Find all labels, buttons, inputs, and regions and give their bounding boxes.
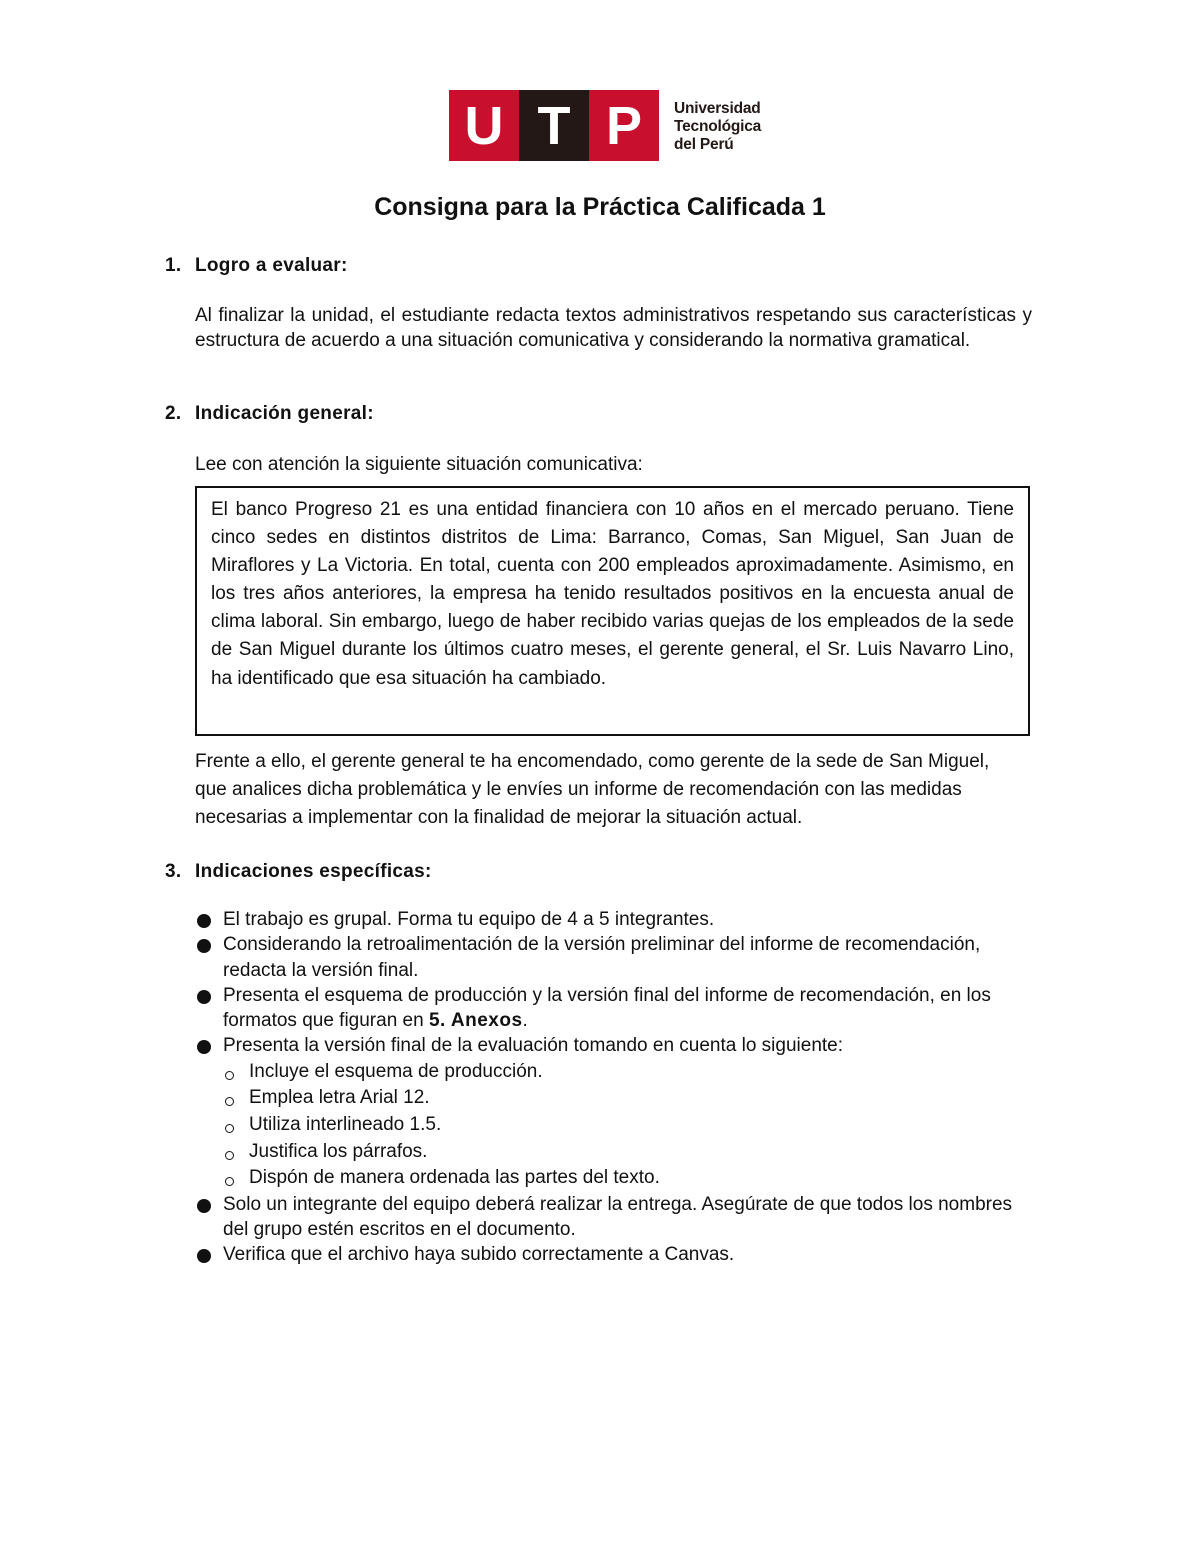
section-3-heading [165, 861, 432, 883]
logo-letter-p: P [589, 90, 659, 161]
bullet-icon [197, 1199, 211, 1213]
section-number: 3. [165, 861, 182, 882]
section-number: 1. [165, 255, 182, 276]
bullet-icon [197, 990, 211, 1004]
sublist-item-text: Emplea letra Arial 12. [249, 1087, 430, 1109]
list-item [195, 1242, 1035, 1267]
list-item-text: Presenta la versión final de la evaluación tomando en cuenta lo siguiente: [223, 1035, 844, 1057]
circle-bullet-icon [225, 1151, 234, 1160]
logo-name-line: Tecnológica [674, 118, 762, 135]
list-item [195, 932, 1035, 983]
list-item [195, 1192, 1035, 1243]
section-heading-text: Indicación general: [195, 403, 374, 424]
list-item-text: Presenta el esquema de producción y la versión final del informe de recomendación, en los formatos que figuran en [223, 984, 991, 1032]
bullet-icon [197, 914, 211, 928]
document-title: Consigna para la Práctica Calificada 1 [374, 193, 826, 221]
sublist-item [223, 1085, 1035, 1112]
logo-letter-t: T [519, 90, 589, 161]
section-number: 2. [165, 403, 182, 424]
section-heading-text: Logro a evaluar: [195, 255, 348, 276]
list-item [195, 1033, 1035, 1191]
section-heading-text: Indicaciones específicas: [195, 861, 432, 882]
circle-bullet-icon [225, 1177, 234, 1186]
list-item-text: Verifica que el archivo haya subido correctamente a Canvas. [223, 1244, 735, 1266]
list-item-text: Solo un integrante del equipo deberá realizar la entrega. Asegúrate de que todos los nombres del grupo estén escritos en el documento. [223, 1193, 1013, 1241]
logo-name-line: del Perú [674, 136, 734, 153]
instructions-list [195, 907, 1035, 1268]
bullet-icon [197, 939, 211, 953]
circle-bullet-icon [225, 1071, 234, 1080]
bullet-icon [197, 1249, 211, 1263]
logo-university-name [674, 100, 761, 154]
logo-name-line: Universidad [674, 100, 761, 117]
sublist-item-text: Utiliza interlineado 1.5. [249, 1113, 442, 1135]
annex-reference: 5. Anexos [428, 1010, 523, 1032]
list-item-text: Considerando la retroalimentación de la versión preliminar del informe de recomendación, redacta la versión final. [223, 934, 981, 981]
sublist-item-text: Justifica los párrafos. [249, 1140, 428, 1162]
list-item [195, 983, 1035, 1034]
section-2-heading [165, 403, 374, 425]
circle-bullet-icon [225, 1124, 234, 1133]
list-item-text: El trabajo es grupal. Forma tu equipo de 4 a 5 integrantes. [223, 909, 715, 930]
list-item [195, 907, 1035, 932]
case-study-text: El banco Progreso 21 es una entidad financiera con 10 años en el mercado peruano. Tiene cinco sedes en distintos distritos de Lima: Barranco, Comas, San Miguel, San Juan de Miraflores y La Victoria. En total, cuenta con 200 empleados aproximadamente. Asimismo, en los tres años anteriores, la empresa ha tenido resultados positivos en la encuesta anual de clima laboral. Sin embargo, luego de haber recibido varias quejas de los empleados de la sede de San Miguel durante los últimos cuatro meses, el gerente general, el Sr. Luis Navarro Lino, ha identificado que esa situación ha cambiado. [211, 499, 1014, 689]
list-item-text-end: . [522, 1010, 528, 1032]
section-1-text: Al finalizar la unidad, el estudiante redacta textos administrativos respetando sus características y estructura de acuerdo a una situación comunicativa y considerando la normativa gramatical. [195, 305, 1032, 351]
bullet-icon [197, 1040, 211, 1054]
sublist-item [223, 1112, 1035, 1139]
sublist-item [223, 1165, 1035, 1192]
circle-bullet-icon [225, 1097, 234, 1106]
logo-letter-u: U [449, 90, 519, 161]
sublist-item [223, 1059, 1035, 1086]
utp-logo [449, 90, 659, 161]
section-2-follow-up: Frente a ello, el gerente general te ha encomendado, como gerente de la sede de San Miguel, que analices dicha problemática y le envíes un informe de recomendación con las medidas necesarias a implementar con la finalidad de mejorar la situación actual. [195, 751, 990, 829]
sublist-item-text: Incluye el esquema de producción. [249, 1060, 543, 1082]
section-1-heading [165, 255, 348, 277]
section-2-intro: Lee con atención la siguiente situación comunicativa: [195, 454, 643, 475]
requirements-sublist [223, 1059, 1035, 1192]
sublist-item-text: Dispón de manera ordenada las partes del texto. [249, 1167, 660, 1189]
case-study-box [195, 486, 1030, 736]
sublist-item [223, 1139, 1035, 1166]
